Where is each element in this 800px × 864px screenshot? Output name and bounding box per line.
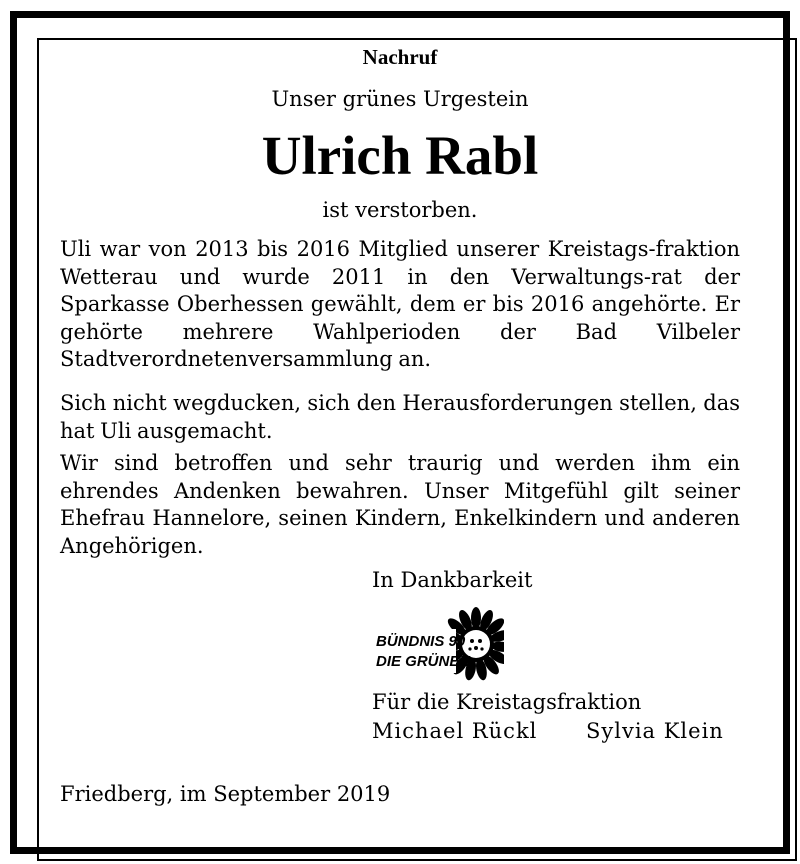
deceased-line: ist verstorben. — [322, 198, 478, 222]
signer-name: Sylvia Klein — [586, 719, 724, 743]
logo-line-2: DIE GRÜNEN — [376, 653, 471, 670]
closing-phrase: In Dankbarkeit — [372, 568, 533, 592]
paragraph-condolence: Wir sind betroffen und sehr traurig und werden ihm ein ehrendes Andenken bewahren. Unser Mitgefühl gilt seiner Ehefrau Hannelore, seinen Kindern, Enkelkindern und anderen Angehörigen. — [60, 451, 740, 558]
party-logo — [372, 606, 504, 682]
paragraph-tribute: Sich nicht wegducken, sich den Herausforderungen stellen, das hat Uli ausgemacht. — [60, 391, 740, 443]
logo-line-1: BÜNDNIS 90 — [376, 633, 466, 650]
paragraph-biography: Uli war von 2013 bis 2016 Mitglied unserer Kreistags-fraktion Wetterau und wurde 2011 in den Verwaltungs-rat der Sparkasse Oberhessen gewählt, dem er bis 2016 angehörte. Er gehörte mehrere Wahlperioden der Bad Vilbeler Stadtverordnetenversammlung an. — [60, 237, 740, 371]
place-and-date: Friedberg, im September 2019 — [60, 782, 391, 806]
signer-name: Michael Rückl — [372, 719, 538, 743]
notice-subtitle: Unser grünes Urgestein — [271, 87, 529, 111]
notice-heading: Nachruf — [362, 45, 438, 69]
signers-label: Für die Kreistagsfraktion — [372, 690, 642, 714]
deceased-name: Ulrich Rabl — [261, 125, 539, 186]
